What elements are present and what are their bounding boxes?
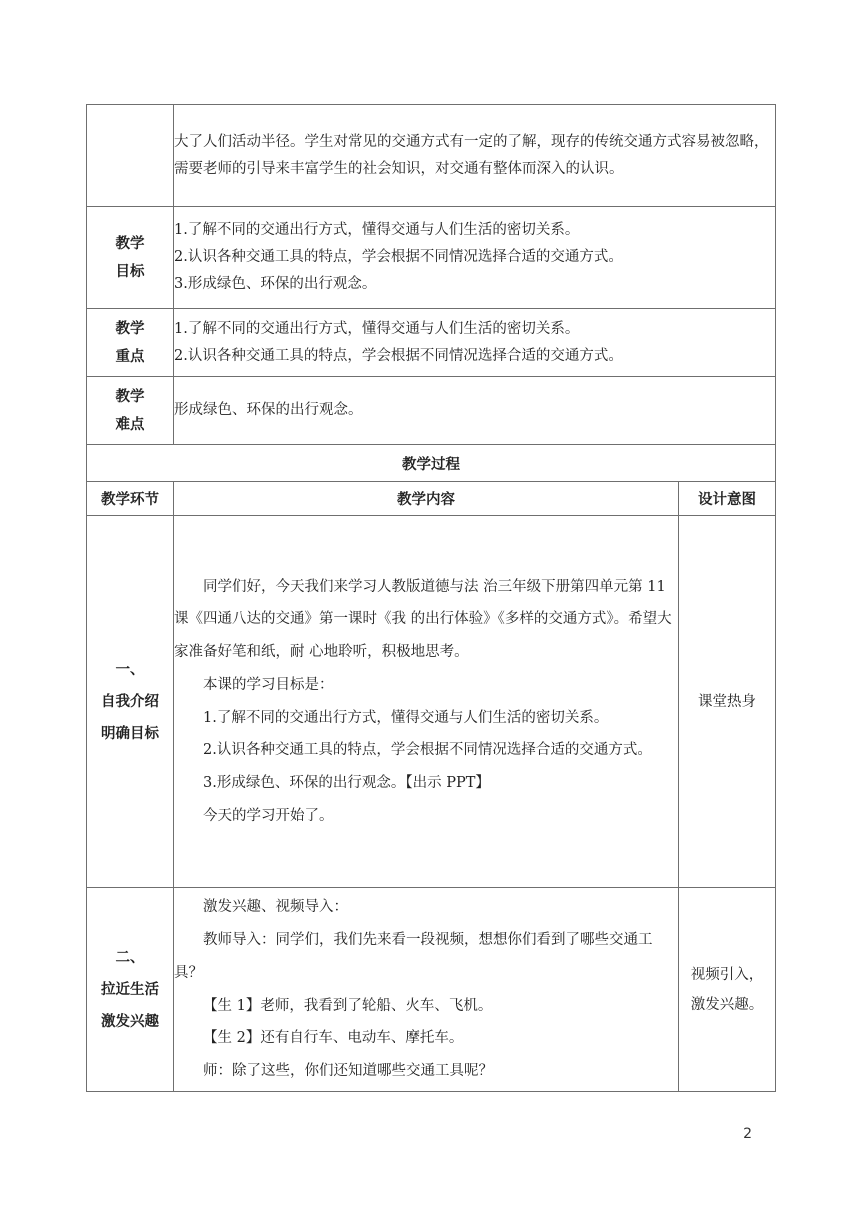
stage-label-2: 二、 拉近生活 激发兴趣 <box>87 888 174 1092</box>
content-paragraph: 3.形成绿色、环保的出行观念。【出示 PPT】 <box>203 774 490 791</box>
empty-label-cell <box>87 105 174 207</box>
analysis-text: 大了人们活动半径。学生对常见的交通方式有一定的了解，现存的传统交通方式容易被忽略，需要老师的引导来丰富学生的社会知识，对交通有整体而深入的认识。 <box>174 133 769 177</box>
content-paragraph: 【生 1】老师，我看到了轮船、火车、飞机。 <box>203 997 493 1014</box>
stage-label-1: 一、 自我介绍 明确目标 <box>87 516 174 888</box>
objective-item: 1.了解不同的交通出行方式，懂得交通与人们生活的密切关系。 <box>174 222 580 238</box>
content-paragraph: 1.了解不同的交通出行方式，懂得交通与人们生活的密切关系。 <box>203 709 609 726</box>
stage-intent-2: 视频引入， 激发兴趣。 <box>679 888 776 1092</box>
content-paragraph: 教师导入：同学们，我们先来看一段视频，想想你们看到了哪些交通工具？ <box>174 932 653 981</box>
analysis-continuation-row <box>87 105 776 207</box>
header-content: 教学内容 <box>174 482 679 516</box>
key-points-row <box>87 309 776 377</box>
process-column-headers <box>87 482 776 516</box>
stage-intent-1: 课堂热身 <box>679 516 776 888</box>
content-paragraph: 同学们好，今天我们来学习人教版道德与法 治三年级下册第四单元第 11 课《四通八达的交通》第一课时《我 的出行体验》《多样的交通方式》。希望大家准备好笔和纸，耐 心地聆听，积极地思考。 <box>174 578 672 661</box>
lesson-plan-table <box>86 104 776 1092</box>
key-points-content <box>174 309 776 377</box>
process-title: 教学过程 <box>87 445 776 482</box>
page-number: 2 <box>743 1126 752 1142</box>
objectives-label: 教学 目标 <box>87 207 174 309</box>
objective-item: 2.认识各种交通工具的特点，学会根据不同情况选择合适的交通方式。 <box>174 249 623 265</box>
stage-content-2 <box>174 888 679 1092</box>
stage-content-1 <box>174 516 679 888</box>
content-paragraph: 师：除了这些，你们还知道哪些交通工具呢？ <box>203 1062 493 1079</box>
analysis-text-cell <box>174 105 776 207</box>
header-stage: 教学环节 <box>87 482 174 516</box>
content-paragraph: 激发兴趣、视频导入： <box>203 899 348 916</box>
process-title-row <box>87 445 776 482</box>
difficulties-row <box>87 377 776 445</box>
content-paragraph: 2.认识各种交通工具的特点，学会根据不同情况选择合适的交通方式。 <box>203 742 652 759</box>
objectives-content <box>174 207 776 309</box>
process-section-2 <box>87 888 776 1092</box>
key-point-item: 2.认识各种交通工具的特点，学会根据不同情况选择合适的交通方式。 <box>174 347 623 364</box>
objectives-row <box>87 207 776 309</box>
difficulties-content <box>174 377 776 445</box>
content-paragraph: 今天的学习开始了。 <box>203 807 334 824</box>
key-points-label: 教学 重点 <box>87 309 174 377</box>
content-paragraph: 本课的学习目标是： <box>203 676 334 693</box>
key-point-item: 1.了解不同的交通出行方式，懂得交通与人们生活的密切关系。 <box>174 320 580 337</box>
difficulties-label: 教学 难点 <box>87 377 174 445</box>
objective-item: 3.形成绿色、环保的出行观念。 <box>174 276 377 292</box>
process-section-1 <box>87 516 776 888</box>
content-paragraph: 【生 2】还有自行车、电动车、摩托车。 <box>203 1030 464 1047</box>
difficulties-text: 形成绿色、环保的出行观念。 <box>174 402 363 418</box>
header-intent: 设计意图 <box>679 482 776 516</box>
